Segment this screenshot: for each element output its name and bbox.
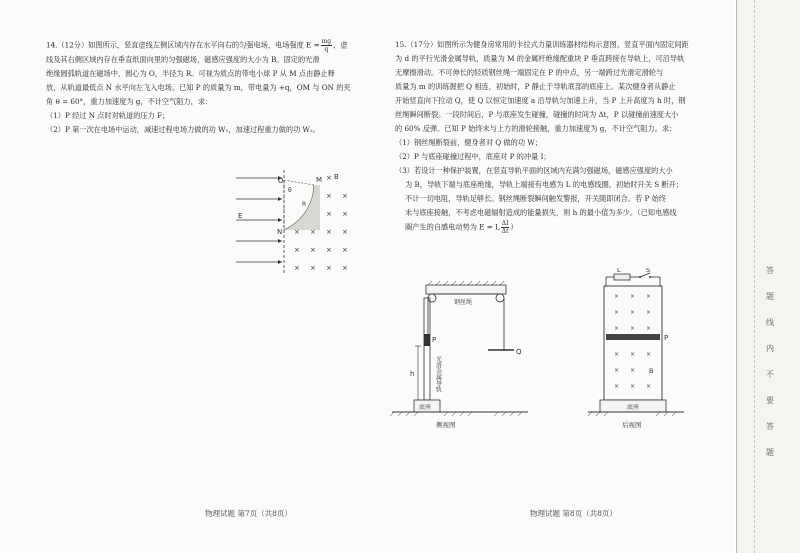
back-label-S: S: [646, 268, 651, 274]
q14-label-B: B: [334, 173, 339, 181]
field-cross-mark: ×: [630, 325, 636, 332]
field-cross-mark: ×: [614, 351, 620, 358]
binding-edge: [736, 0, 737, 553]
field-cross-mark: ×: [326, 264, 332, 272]
field-cross-mark: ×: [342, 246, 348, 254]
q14-line-4: 放，从轨道最低点 N 水平向左飞入电场。已知 P 的质量为 m，带电量为 +q，OM 与 ON 的夹: [46, 83, 351, 92]
field-cross-mark: ×: [326, 246, 332, 254]
q15-side-view-figure: [388, 268, 538, 430]
q15-sub-3-line: （3）若设计一种保护装置，在竖直导轨平面的区域内充满匀强磁场，磁感应强度的大小: [395, 166, 673, 175]
field-cross-mark: ×: [630, 383, 636, 390]
field-cross-mark: ×: [294, 246, 300, 254]
field-cross-mark: ×: [294, 264, 300, 272]
field-cross-mark: ×: [646, 351, 652, 358]
side-label-Q: Q: [516, 348, 522, 356]
q15-sub-3-line: 为 B，导轨下端与底座绝缘，导轨上端接有电感为 L 的电感线圈，初始时开关 S 断开；: [405, 180, 683, 189]
binding-dashed-line: [754, 0, 755, 553]
q15-sub-1: （1）钢丝绳断裂前，健身者对 Q 做的功 W；: [395, 138, 542, 147]
q15-sub-3-line: 未与底座接触，不考虑电磁辐射造成的能量损失，则 h 的最小值为多少。（已知电感线: [405, 208, 677, 217]
q15-line: 质量为 m 的训练握把 Q 相连，初始时，P 静止于导轨底部的底座上。某次健身者从静止: [395, 82, 676, 91]
side-label-h: h: [410, 370, 415, 378]
field-cross-mark: ×: [614, 293, 620, 300]
binding-char: 不: [766, 370, 774, 379]
field-cross-mark: ×: [342, 264, 348, 272]
q14-label-E: E: [238, 212, 243, 220]
field-cross-mark: ×: [630, 293, 636, 300]
binding-char: 答: [766, 422, 774, 431]
field-cross-mark: ×: [342, 192, 348, 200]
field-cross-mark: ×: [342, 210, 348, 218]
q15-line: 开始竖直向下拉动 Q，使 Q 以恒定加速度 a 沿导轨匀加速上升，当 P 上升高度为 h 时，钢: [395, 96, 686, 105]
q15-line: 的 60% 反弹。已知 P 始终未与上方的滑轮接触，重力加速度为 g，不计空气阻力。求：: [395, 124, 677, 133]
q14-fraction: $\frac{mg}{q}$: [321, 38, 332, 53]
q14-figure: [236, 168, 356, 278]
field-cross-mark: ×: [310, 246, 316, 254]
field-cross-mark: ×: [614, 325, 620, 332]
q15-line: 15.（17分）如图所示为健身房常用的卡拉式力量训练器材结构示意图。竖直平面内固定间距: [395, 40, 689, 49]
q15-sub-3-last-line: 圈产生的自感电动势为 E = L $\frac{\Delta I}{\Delta t}$ ）: [405, 220, 518, 235]
field-cross-mark: ×: [630, 309, 636, 316]
q15-sub-2: （2）P 与底座碰撞过程中，底座对 P 的冲量 I；: [395, 152, 551, 161]
left-page-footer: 物理试题 第7页（共8页）: [205, 509, 292, 518]
binding-char: 题: [766, 292, 774, 301]
q15-back-view-figure: [588, 268, 688, 430]
q15-line: 为 d 的平行光滑金属导轨，质量为 M 的金属杆绝缘配重块 P 垂直跨接在导轨上，可沿导轨: [395, 54, 685, 63]
side-view-caption: 侧视图: [436, 421, 456, 429]
q14-sub-2: （2）P 第一次在电场中运动，减速过程电场力做的功 W₁，加速过程重力做的功 W₂。: [46, 125, 320, 134]
binding-char: 答: [766, 266, 774, 275]
field-cross-mark: ×: [310, 228, 316, 236]
q14-label-M: M: [316, 176, 323, 184]
field-cross-mark: ×: [614, 383, 620, 390]
binding-char: 线: [766, 318, 774, 327]
question-15: [395, 38, 689, 235]
q14-line-5: 角 θ = 60°，重力加速度为 g，不计空气阻力，求：: [46, 97, 213, 106]
binding-char: 要: [766, 396, 774, 405]
field-cross-mark: ×: [326, 210, 332, 218]
q14-line-3: 绝缘圆弧轨道在磁场中，圆心为 O，半径为 R。可视为质点的带电小球 P 从 M 点由静止释: [46, 69, 335, 78]
field-cross-mark: ×: [646, 383, 652, 390]
q14-line-2: 线及其右侧区域内存在垂直纸面向里的匀强磁场，磁感应强度的大小为 B。固定的光滑: [46, 55, 320, 64]
back-view-caption: 后视图: [622, 421, 642, 429]
field-cross-mark: ×: [646, 309, 652, 316]
field-cross-mark: ×: [342, 228, 348, 236]
q15-sub-3-line: 不计一切电阻，导轨足够长。钢丝绳断裂瞬间触发警报，开关随即闭合。若 P 始终: [405, 194, 666, 203]
field-cross-mark: ×: [326, 192, 332, 200]
binding-char: 内: [766, 344, 774, 353]
back-label-P: P: [664, 334, 669, 342]
back-base-label: 底座: [627, 404, 640, 411]
field-cross-mark: ×: [310, 264, 316, 272]
q15-line: 丝绳瞬间断裂。一段时间后，P 与底座发生碰撞，碰撞的时间为 Δt，P 以碰撞前速度大小: [395, 110, 679, 119]
back-label-B: B: [649, 367, 654, 375]
q14-sub-1: （1）P 经过 N 点时对轨道的压力 F；: [46, 111, 170, 120]
q15-fraction: $\frac{\Delta I}{\Delta t}$: [501, 220, 509, 235]
field-cross-mark: ×: [646, 325, 652, 332]
q14-label-N: N: [277, 228, 283, 236]
binding-char: 题: [766, 448, 774, 457]
q15-line: 无摩擦滑动。不可伸长的轻质钢丝绳一端固定在 P 的中点，另一端跨过光滑定滑轮与: [395, 68, 664, 77]
right-page-footer: 物理试题 第8页（共8页）: [530, 509, 617, 518]
q14-label-R: R: [302, 201, 307, 208]
q14-label-theta: θ: [288, 187, 292, 194]
field-cross-mark: ×: [326, 174, 332, 182]
q14-label-O: O: [278, 177, 284, 185]
field-cross-mark: ×: [614, 367, 620, 374]
field-cross-mark: ×: [614, 309, 620, 316]
side-rope-label: 钢丝绳: [454, 299, 473, 306]
question-14: [46, 38, 351, 137]
side-rail-label: 光滑金属导轨: [434, 356, 442, 392]
side-label-P: P: [432, 336, 437, 344]
field-cross-mark: ×: [646, 293, 652, 300]
q14-line-1: 14.（12分）如图所示，竖直虚线左侧区域内存在水平向右的匀强电场，电场强度 E = $\frac{mg}{q}$ ，虚: [46, 38, 348, 53]
side-base-label: 底座: [419, 404, 432, 411]
field-cross-mark: ×: [326, 228, 332, 236]
field-cross-mark: ×: [294, 228, 300, 236]
field-cross-mark: ×: [630, 351, 636, 358]
binding-warning-text: [763, 258, 777, 466]
back-label-L: L: [617, 268, 621, 274]
field-cross-mark: ×: [630, 367, 636, 374]
